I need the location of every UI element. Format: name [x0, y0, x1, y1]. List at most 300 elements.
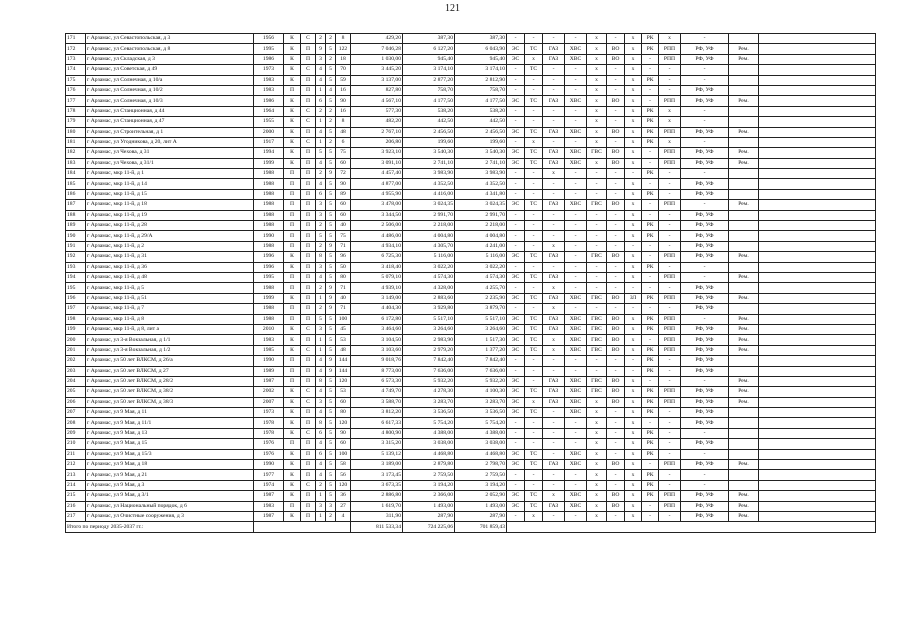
table-cell: 2 983,90 [403, 335, 455, 345]
table-cell: 2000 [254, 127, 284, 137]
table-cell: х [587, 470, 607, 480]
table-cell: 2 [316, 304, 326, 314]
table-cell: ХВС [565, 54, 587, 64]
table-cell: 184 [66, 169, 86, 179]
table-row [66, 376, 876, 386]
table-row [66, 304, 876, 314]
table-cell: ЭС [507, 387, 525, 397]
table-cell: - [659, 428, 681, 438]
table-cell: РФ, УФ [681, 148, 729, 158]
table-cell-empty [759, 34, 876, 44]
table-cell: ГВС [587, 324, 607, 334]
table-cell: ТС [525, 460, 543, 470]
table-cell: 5 [326, 387, 336, 397]
table-cell: 193 [66, 262, 86, 272]
table-cell-empty [759, 75, 876, 85]
table-cell-empty [759, 324, 876, 334]
table-cell: - [607, 304, 625, 314]
table-cell: 1955 [254, 117, 284, 127]
table-cell: - [607, 241, 625, 251]
table-cell: - [507, 439, 525, 449]
table-cell: 3 315,20 [351, 439, 403, 449]
table-cell: - [543, 511, 565, 521]
table-cell: 53 [336, 387, 351, 397]
table-cell: - [507, 169, 525, 179]
table-cell: 1976 [254, 449, 284, 459]
table-cell: 1956 [254, 34, 284, 44]
table-cell: 177 [66, 96, 86, 106]
table-cell: РК [642, 137, 659, 147]
table-cell: 212 [66, 460, 86, 470]
table-cell: К [284, 158, 301, 168]
table-cell: 1988 [254, 179, 284, 189]
table-cell: х [625, 44, 642, 54]
table-cell: х [625, 262, 642, 272]
table-cell: 50 [336, 262, 351, 272]
table-row [66, 189, 876, 199]
table-cell: ГВС [587, 376, 607, 386]
table-cell: РФ, УФ [681, 158, 729, 168]
table-cell: ХВС [565, 148, 587, 158]
table-cell: - [587, 241, 607, 251]
table-cell: 2 235,90 [455, 293, 507, 303]
table-cell: 5 [326, 439, 336, 449]
table-cell: П [301, 272, 316, 282]
table-cell: 6 127,20 [403, 44, 455, 54]
table-cell-empty [759, 511, 876, 521]
table-cell: 1988 [254, 241, 284, 251]
table-cell: - [607, 179, 625, 189]
table-cell: х [625, 221, 642, 231]
table-cell: х [659, 117, 681, 127]
table-cell: С [301, 34, 316, 44]
table-row [66, 117, 876, 127]
table-cell: 577,30 [351, 106, 403, 116]
table-cell: 204 [66, 376, 86, 386]
table-cell: х [587, 127, 607, 137]
table-cell-empty [759, 252, 876, 262]
table-cell: РК [642, 189, 659, 199]
table-cell: ЭС [507, 200, 525, 210]
table-cell: Рем. [729, 127, 759, 137]
table-cell: П [284, 210, 301, 220]
table-cell: г Арзамас, мкр 11-й, д 36 [86, 262, 254, 272]
table-cell: - [543, 189, 565, 199]
table-cell: 7 636,00 [403, 366, 455, 376]
table-cell: ВО [607, 501, 625, 511]
table-row [66, 283, 876, 293]
table-cell: х [525, 511, 543, 521]
table-cell: - [507, 262, 525, 272]
table-cell: К [284, 117, 301, 127]
table-cell: П [301, 262, 316, 272]
table-cell: РК [642, 345, 659, 355]
table-cell: 1995 [254, 44, 284, 54]
table-cell: 194 [66, 272, 86, 282]
table-cell: х [625, 210, 642, 220]
table-cell: 1 [316, 511, 326, 521]
table-cell: ТС [525, 65, 543, 75]
table-cell-empty [759, 179, 876, 189]
table-cell: 1994 [254, 148, 284, 158]
table-cell: ЭС [507, 397, 525, 407]
table-cell: ВО [607, 127, 625, 137]
table-cell: г Арзамас, мкр 11-й, д 48 [86, 272, 254, 282]
table-cell: 758,70 [403, 85, 455, 95]
table-cell: Рем. [729, 345, 759, 355]
table-cell: РК [642, 387, 659, 397]
table-cell: - [642, 96, 659, 106]
table-cell: 90 [336, 96, 351, 106]
table-cell: 16 [336, 85, 351, 95]
table-cell: - [565, 221, 587, 231]
table-cell: РФ, УФ [681, 96, 729, 106]
table-cell: - [587, 283, 607, 293]
table-cell: К [284, 75, 301, 85]
table-cell: 1 030,00 [351, 54, 403, 64]
table-cell: х [587, 117, 607, 127]
table-cell: ХВС [565, 127, 587, 137]
table-cell: 1983 [254, 75, 284, 85]
table-cell: - [681, 480, 729, 490]
table-cell: П [284, 439, 301, 449]
table-cell: 6 [336, 137, 351, 147]
table-cell: ЭС [507, 501, 525, 511]
table-cell: РК [642, 439, 659, 449]
table-cell: К [284, 324, 301, 334]
table-cell: х [625, 117, 642, 127]
table-cell [729, 366, 759, 376]
table-cell: К [284, 335, 301, 345]
table-cell-empty [759, 397, 876, 407]
table-cell: 2 366,00 [403, 491, 455, 501]
table-cell: г Арзамас, мкр 11-й, д 1 [86, 169, 254, 179]
table-cell: г Арзамас, ул 50 лет ВЛКСМ, д 38/2 [86, 387, 254, 397]
table-row [66, 397, 876, 407]
table-cell: - [543, 179, 565, 189]
total-area: 811 533,34 [351, 522, 403, 532]
table-cell: х [625, 345, 642, 355]
table-cell: 3 194,20 [403, 480, 455, 490]
table-cell: - [642, 210, 659, 220]
table-cell: 8 [316, 252, 326, 262]
table-cell: - [543, 480, 565, 490]
table-cell: х [587, 54, 607, 64]
table-cell: П [301, 439, 316, 449]
table-cell: 3 149,00 [351, 293, 403, 303]
table-cell: РФ, УФ [681, 85, 729, 95]
table-cell: 2007 [254, 397, 284, 407]
table-cell [729, 418, 759, 428]
table-cell: ГАЗ [543, 293, 565, 303]
table-cell: 144 [336, 366, 351, 376]
table-cell: - [607, 34, 625, 44]
table-cell: РФ, УФ [681, 408, 729, 418]
table-cell: П [284, 169, 301, 179]
table-cell: 1988 [254, 210, 284, 220]
table-cell: П [301, 210, 316, 220]
table-cell: 7 046,28 [351, 44, 403, 54]
table-cell: 4 [316, 127, 326, 137]
table-cell: П [301, 200, 316, 210]
table-cell: 3 344,50 [351, 210, 403, 220]
table-cell: - [681, 117, 729, 127]
table-cell: С [301, 106, 316, 116]
table-cell: - [507, 189, 525, 199]
table-cell: РФ, УФ [681, 179, 729, 189]
table-cell: Рем. [729, 491, 759, 501]
table-cell: 1987 [254, 491, 284, 501]
table-cell: 3 022,20 [403, 262, 455, 272]
table-cell: 9 [326, 293, 336, 303]
table-cell: - [565, 272, 587, 282]
table-cell: - [642, 148, 659, 158]
table-cell: ВО [607, 252, 625, 262]
table-cell: 174 [66, 65, 86, 75]
table-cell: 120 [336, 480, 351, 490]
table-cell: - [543, 85, 565, 95]
table-row [66, 169, 876, 179]
table-cell: К [284, 460, 301, 470]
table-cell: 4 341,80 [455, 189, 507, 199]
table-cell-empty [507, 522, 876, 532]
table-cell: - [543, 262, 565, 272]
table-cell-empty [759, 137, 876, 147]
table-cell: 214 [66, 480, 86, 490]
table-cell: - [681, 106, 729, 116]
table-cell: РПП [659, 272, 681, 282]
table-cell: П [301, 148, 316, 158]
table-row [66, 85, 876, 95]
table-cell: - [607, 470, 625, 480]
table-cell: Рем. [729, 376, 759, 386]
table-cell: РФ, УФ [681, 387, 729, 397]
table-cell: П [301, 366, 316, 376]
table-cell: - [565, 439, 587, 449]
table-cell: 58 [336, 460, 351, 470]
table-cell: П [284, 356, 301, 366]
table-cell: 5 [326, 252, 336, 262]
table-cell: 4 877,00 [351, 179, 403, 189]
table-cell: П [301, 169, 316, 179]
table-cell: х [625, 189, 642, 199]
table-cell: 208 [66, 418, 86, 428]
table-cell: - [507, 418, 525, 428]
table-cell: х [625, 335, 642, 345]
table-cell: 3 173,45 [351, 470, 403, 480]
table-cell: 2002 [254, 387, 284, 397]
table-cell: - [607, 439, 625, 449]
table-cell: РК [642, 231, 659, 241]
table-cell: х [543, 345, 565, 355]
table-cell: 3 [316, 324, 326, 334]
table-cell: П [301, 304, 316, 314]
table-cell: 5 [326, 75, 336, 85]
table-cell: х [625, 449, 642, 459]
table-cell: 4 574,30 [403, 272, 455, 282]
table-cell: - [659, 179, 681, 189]
table-cell: П [301, 491, 316, 501]
table-cell: - [507, 304, 525, 314]
table-cell: 4 241,00 [455, 241, 507, 251]
table-cell: х [587, 75, 607, 85]
table-cell: г Арзамас, ул 9 Мая, д 11/1 [86, 418, 254, 428]
table-cell: ВО [607, 200, 625, 210]
table-cell: ХВС [565, 345, 587, 355]
table-cell-empty [759, 231, 876, 241]
table-cell: - [525, 34, 543, 44]
table-cell: х [587, 460, 607, 470]
table-cell: 45 [336, 324, 351, 334]
table-cell [729, 304, 759, 314]
table-cell: - [659, 480, 681, 490]
table-cell: 3 137,00 [351, 75, 403, 85]
table-cell: 3 104,50 [351, 335, 403, 345]
table-cell: 3 536,50 [403, 408, 455, 418]
table-cell: 4 [336, 511, 351, 521]
table-cell: С [301, 428, 316, 438]
table-cell: 188 [66, 210, 86, 220]
table-cell: 4 100,30 [455, 387, 507, 397]
table-cell: 120 [336, 418, 351, 428]
table-cell: х [625, 54, 642, 64]
table-row [66, 96, 876, 106]
table-cell: ТС [525, 449, 543, 459]
table-cell: 187 [66, 200, 86, 210]
table-cell: - [565, 189, 587, 199]
table-cell: 4 352,50 [403, 179, 455, 189]
table-cell: Рем. [729, 387, 759, 397]
table-cell-empty [759, 169, 876, 179]
table-cell-empty [759, 335, 876, 345]
table-cell: - [565, 179, 587, 189]
table-cell: г Арзамас, мкр 11-й, д 51 [86, 293, 254, 303]
total-living-area: 724 225,06 [403, 522, 455, 532]
table-cell: 5 [326, 65, 336, 75]
table-cell: 60 [336, 397, 351, 407]
table-cell: - [525, 439, 543, 449]
table-cell: П [301, 252, 316, 262]
table-cell: ХВС [565, 158, 587, 168]
table-cell: - [507, 511, 525, 521]
table-cell: ХВС [565, 200, 587, 210]
table-cell: - [543, 137, 565, 147]
table-cell: 3 673,35 [351, 480, 403, 490]
table-cell-empty [759, 491, 876, 501]
table-cell: 40 [336, 293, 351, 303]
table-cell: ЭС [507, 491, 525, 501]
table-cell: - [525, 418, 543, 428]
table-cell [729, 241, 759, 251]
table-cell: П [284, 501, 301, 511]
table-cell: - [659, 189, 681, 199]
table-cell: х [625, 501, 642, 511]
table-cell: 1989 [254, 366, 284, 376]
table-cell: - [525, 75, 543, 85]
table-cell: 4 800,90 [351, 428, 403, 438]
table-cell: 4 [316, 460, 326, 470]
table-cell: 3 983,90 [403, 169, 455, 179]
table-cell: 80 [336, 272, 351, 282]
table-cell: РК [642, 397, 659, 407]
table-cell: РФ, УФ [681, 189, 729, 199]
table-cell [729, 169, 759, 179]
table-cell: - [565, 418, 587, 428]
table-cell: ТС [525, 501, 543, 511]
table-cell: х [625, 200, 642, 210]
table-cell-empty [759, 54, 876, 64]
table-cell: 4 939,10 [351, 283, 403, 293]
table-cell: - [659, 408, 681, 418]
table-cell: П [301, 158, 316, 168]
table-row [66, 501, 876, 511]
table-cell: ВО [607, 335, 625, 345]
table-row [66, 44, 876, 54]
table-cell-empty [759, 85, 876, 95]
table-cell: 4 468,80 [455, 449, 507, 459]
table-cell: - [507, 366, 525, 376]
table-cell: - [565, 106, 587, 116]
table-cell: х [625, 65, 642, 75]
table-cell: 199 [66, 324, 86, 334]
table-cell: 3 038,00 [403, 439, 455, 449]
table-cell: 8 [316, 418, 326, 428]
table-cell: 190 [66, 231, 86, 241]
table-cell: РФ, УФ [681, 460, 729, 470]
table-cell: - [525, 117, 543, 127]
table-cell: П [301, 356, 316, 366]
table-cell: 1999 [254, 158, 284, 168]
table-cell: 5 [326, 397, 336, 407]
table-cell: 2 [316, 34, 326, 44]
table-cell: 1 [316, 293, 326, 303]
table-cell: ВО [607, 387, 625, 397]
table-cell: П [301, 501, 316, 511]
table-cell: - [507, 179, 525, 189]
table-cell: 89 [336, 189, 351, 199]
table-cell: х [625, 480, 642, 490]
total-label: Итого по периоду 2035-2037 гг.: [66, 522, 254, 532]
table-cell: 3 [316, 501, 326, 511]
table-cell: 2 506,00 [351, 221, 403, 231]
table-cell: Рем. [729, 252, 759, 262]
table-cell: - [543, 356, 565, 366]
table-cell: 5 [316, 148, 326, 158]
table-row [66, 65, 876, 75]
table-cell: - [642, 501, 659, 511]
table-cell: П [301, 335, 316, 345]
table-cell: П [301, 241, 316, 251]
table-row [66, 34, 876, 44]
table-cell: 6 725,30 [351, 252, 403, 262]
table-cell: 3 264,60 [403, 324, 455, 334]
table-cell: х [587, 491, 607, 501]
table-cell: 7 842,40 [455, 356, 507, 366]
table-cell-empty [759, 439, 876, 449]
table-cell: К [284, 397, 301, 407]
table-cell: 442,50 [455, 117, 507, 127]
table-cell: П [284, 241, 301, 251]
table-cell: Рем. [729, 200, 759, 210]
table-cell: 1988 [254, 314, 284, 324]
table-cell: 199,60 [455, 137, 507, 147]
table-cell: - [681, 314, 729, 324]
table-cell: 75 [336, 148, 351, 158]
table-row [66, 428, 876, 438]
table-cell: ЭС [507, 408, 525, 418]
table-cell: - [507, 117, 525, 127]
table-cell: 3 174,10 [455, 65, 507, 75]
